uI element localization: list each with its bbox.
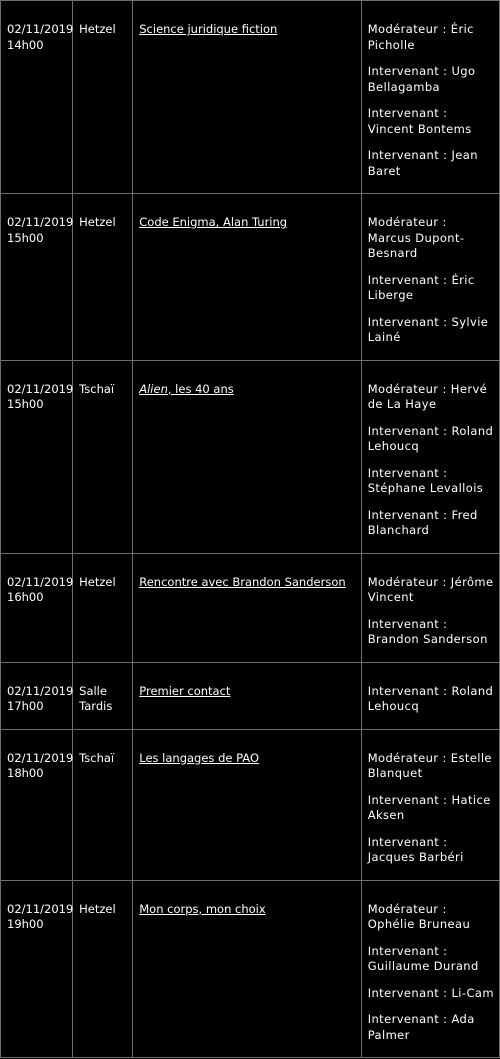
table-row xyxy=(1,880,500,1058)
event-title-emphasis: Alien xyxy=(139,381,168,396)
date-cell xyxy=(1,194,73,361)
participant: Intervenant : Fred Blanchard xyxy=(367,507,478,537)
room-cell xyxy=(73,360,133,553)
participant: Intervenant : Stéphane Levallois xyxy=(367,465,484,495)
participant: Modérateur : Ophélie Bruneau xyxy=(367,901,471,931)
room-text: Tschaï xyxy=(79,750,115,765)
people-list xyxy=(368,751,494,866)
participant: Intervenant : Li-Cam xyxy=(367,985,494,1000)
title-cell xyxy=(133,880,361,1058)
time-text: 19h00 xyxy=(7,917,44,931)
room-cell xyxy=(73,1,133,194)
room-cell xyxy=(73,662,133,729)
date-cell xyxy=(1,1,73,194)
table-row xyxy=(1,194,500,361)
people-cell xyxy=(361,662,499,729)
event-title-link[interactable] xyxy=(139,751,259,765)
time-text: 17h00 xyxy=(7,699,44,713)
participant: Modérateur : Jérôme Vincent xyxy=(367,574,494,604)
date-cell xyxy=(1,553,73,662)
room-text: Hetzel xyxy=(79,22,116,36)
time-text: 16h00 xyxy=(7,590,44,604)
title-cell xyxy=(133,662,361,729)
participant: Intervenant : Vincent Bontems xyxy=(367,106,472,136)
people-cell xyxy=(361,360,499,553)
time-text: 18h00 xyxy=(7,766,44,780)
room-cell xyxy=(73,553,133,662)
participant: Intervenant : Sylvie Lainé xyxy=(367,314,489,344)
event-title-link[interactable] xyxy=(139,684,230,698)
title-cell xyxy=(133,194,361,361)
title-cell xyxy=(133,553,361,662)
time-text: 15h00 xyxy=(7,397,44,411)
event-title-text: Science juridique fiction xyxy=(139,22,278,36)
date-cell xyxy=(1,360,73,553)
date-text: 02/11/2019 xyxy=(7,22,74,36)
participant: Intervenant : Guillaume Durand xyxy=(367,943,479,973)
date-cell xyxy=(1,662,73,729)
people-list xyxy=(368,575,494,648)
date-text: 02/11/2019 xyxy=(7,574,74,589)
event-title-text: Mon corps, mon choix xyxy=(139,901,266,916)
people-cell xyxy=(361,729,499,880)
room-text: Hetzel xyxy=(79,901,116,916)
participant: Modérateur : Hervé de La Haye xyxy=(367,381,488,411)
event-title-link[interactable] xyxy=(139,22,277,36)
schedule-body xyxy=(1,1,500,1058)
room-text: Hetzel xyxy=(79,215,116,229)
participant: Modérateur : Marcus Dupont-Besnard xyxy=(367,215,465,260)
participant: Modérateur : Éric Picholle xyxy=(367,22,474,52)
table-row xyxy=(1,662,500,729)
participant: Intervenant : Jacques Barbéri xyxy=(367,834,464,864)
people-cell xyxy=(361,1,499,194)
people-list xyxy=(368,215,494,346)
room-cell xyxy=(73,194,133,361)
people-cell xyxy=(361,553,499,662)
people-list xyxy=(368,382,494,539)
participant: Intervenant : Roland Lehoucq xyxy=(367,683,494,713)
title-cell xyxy=(133,1,361,194)
participant: Intervenant : Éric Liberge xyxy=(367,272,475,302)
event-title-link[interactable] xyxy=(139,215,287,229)
people-list xyxy=(368,22,494,179)
participant: Intervenant : Roland Lehoucq xyxy=(367,423,494,453)
table-row xyxy=(1,553,500,662)
title-cell xyxy=(133,729,361,880)
people-cell xyxy=(361,880,499,1058)
participant: Intervenant : Jean Baret xyxy=(367,148,478,178)
event-title-link[interactable] xyxy=(139,902,265,916)
event-title-link[interactable] xyxy=(139,575,345,589)
date-text: 02/11/2019 xyxy=(7,750,74,765)
participant: Intervenant : Ugo Bellagamba xyxy=(367,64,476,94)
room-cell xyxy=(73,729,133,880)
date-text: 02/11/2019 xyxy=(7,683,74,698)
table-row xyxy=(1,729,500,880)
room-cell xyxy=(73,880,133,1058)
participant: Intervenant : Brandon Sanderson xyxy=(367,616,488,646)
event-title-text: Premier contact xyxy=(139,683,231,698)
people-list xyxy=(368,684,494,715)
event-title-text: Code Enigma, Alan Turing xyxy=(139,215,288,229)
event-title-text: Rencontre avec Brandon Sanderson xyxy=(139,574,346,589)
time-text: 15h00 xyxy=(7,230,44,245)
date-cell xyxy=(1,729,73,880)
date-cell xyxy=(1,880,73,1058)
room-text: Hetzel xyxy=(79,574,116,589)
date-text: 02/11/2019 xyxy=(7,215,74,229)
date-text: 02/11/2019 xyxy=(7,901,74,916)
participant: Intervenant : Hatice Aksen xyxy=(367,792,491,822)
event-title-text: , les 40 ans xyxy=(167,381,234,396)
title-cell xyxy=(133,360,361,553)
participant: Modérateur : Estelle Blanquet xyxy=(367,750,492,780)
date-text: 02/11/2019 xyxy=(7,381,74,396)
table-row xyxy=(1,1,500,194)
time-text: 14h00 xyxy=(7,37,44,52)
event-title-link[interactable] xyxy=(139,382,233,396)
room-text: Salle Tardis xyxy=(79,683,113,713)
event-title-text: Les langages de PAO xyxy=(139,750,260,765)
people-list xyxy=(368,902,494,1044)
participant: Intervenant : Ada Palmer xyxy=(367,1012,475,1042)
people-cell xyxy=(361,194,499,361)
room-text: Tschaï xyxy=(79,381,115,396)
table-row xyxy=(1,360,500,553)
